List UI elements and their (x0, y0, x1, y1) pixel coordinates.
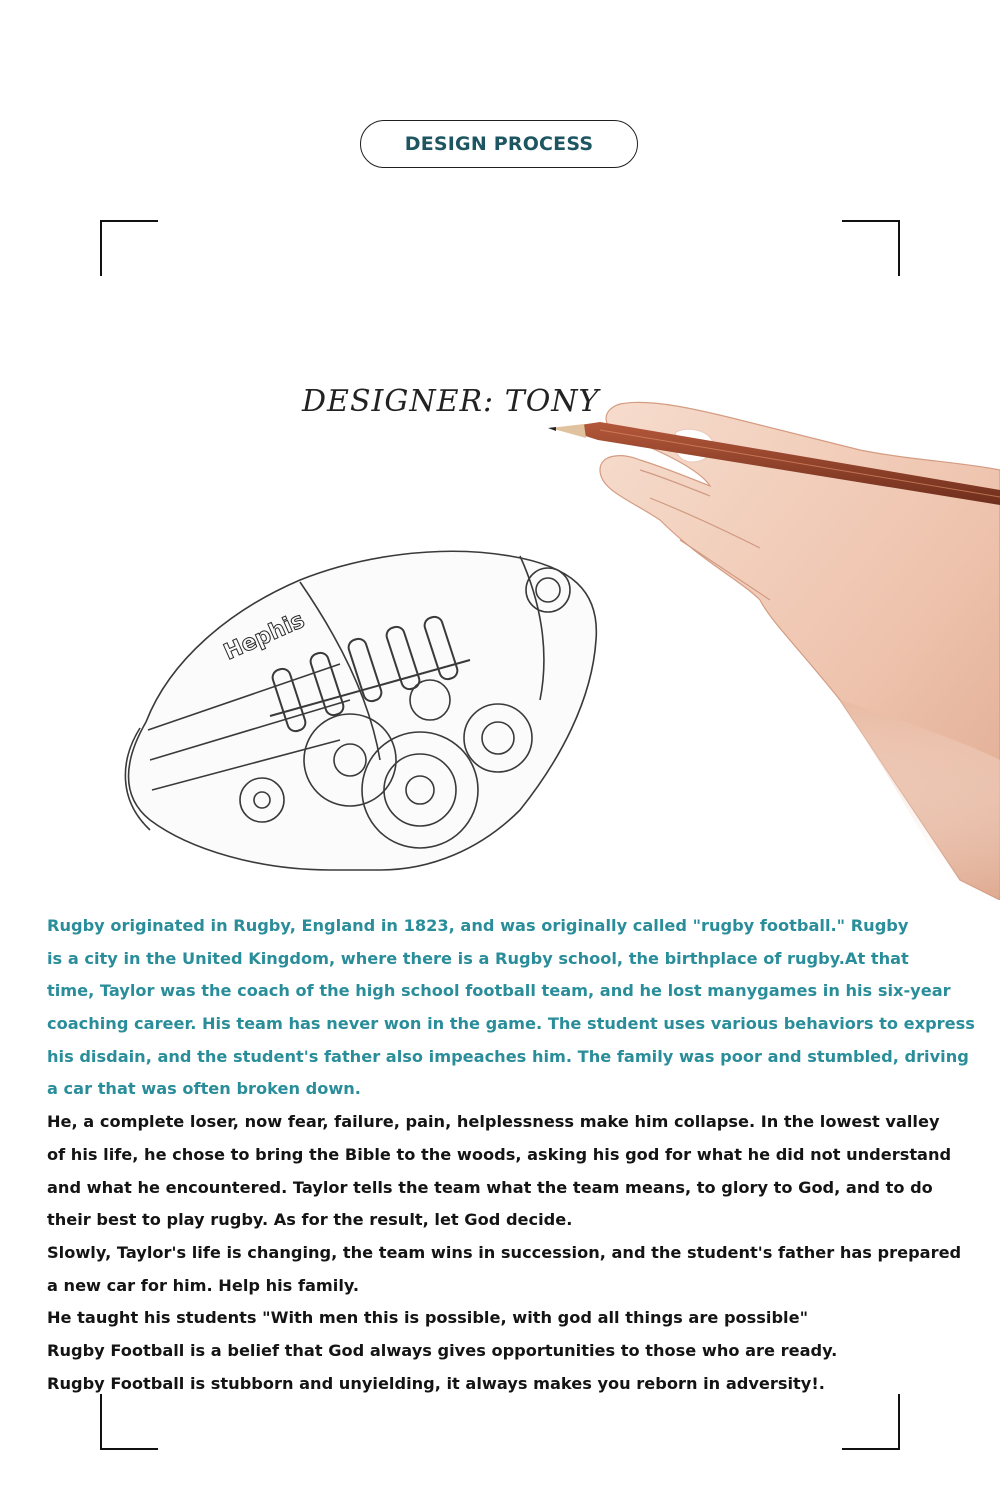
frame-corner-bottom-right (842, 1394, 900, 1450)
story-line: and what he encountered. Taylor tells the team what the team means, to glory to God, and to do (47, 1177, 933, 1197)
rugby-pendant-sketch-illustration (0, 380, 1000, 900)
story-line: his disdain, and the student's father also impeaches him. The family was poor and stumbled, driving (47, 1046, 969, 1066)
frame-corner-bottom-left (100, 1394, 158, 1450)
pendant-engraving: Hephis (220, 607, 309, 666)
story-line: Rugby Football is stubborn and unyielding, it always makes you reborn in adversity!. (47, 1373, 825, 1393)
design-process-title: DESIGN PROCESS (360, 120, 638, 168)
story-line: of his life, he chose to bring the Bible to the woods, asking his god for what he did not understand (47, 1144, 952, 1164)
story-line: Rugby originated in Rugby, England in 1823, and was originally called "rugby football." Rugby (47, 916, 909, 935)
story-line: time, Taylor was the coach of the high school football team, and he lost manygames in his six-year (47, 981, 951, 1001)
story-line: coaching career. His team has never won in the game. The student uses various behaviors to express (47, 1014, 975, 1034)
rugby-pendant-icon (125, 551, 596, 870)
story-line: their best to play rugby. As for the result, let God decide. (47, 1210, 573, 1230)
designer-signature: DESIGNER: TONY (302, 384, 600, 419)
story-text (47, 910, 975, 1400)
hand-icon (600, 402, 1000, 900)
story-line: a car that was often broken down. (47, 1079, 361, 1099)
story-line: is a city in the United Kingdom, where there is a Rugby school, the birthplace of rugby.At that (47, 948, 909, 968)
frame-corner-top-left (100, 220, 158, 276)
story-line: Slowly, Taylor's life is changing, the team wins in succession, and the student's father has prepared (47, 1242, 962, 1262)
story-line: a new car for him. Help his family. (47, 1275, 360, 1295)
story-line: He, a complete loser, now fear, failure, pain, helplessness make him collapse. In the lowest valley (47, 1112, 940, 1132)
story-line: He taught his students "With men this is possible, with god all things are possible" (47, 1308, 809, 1328)
story-line: Rugby Football is a belief that God always gives opportunities to those who are ready. (47, 1340, 838, 1360)
frame-corner-top-right (842, 220, 900, 276)
